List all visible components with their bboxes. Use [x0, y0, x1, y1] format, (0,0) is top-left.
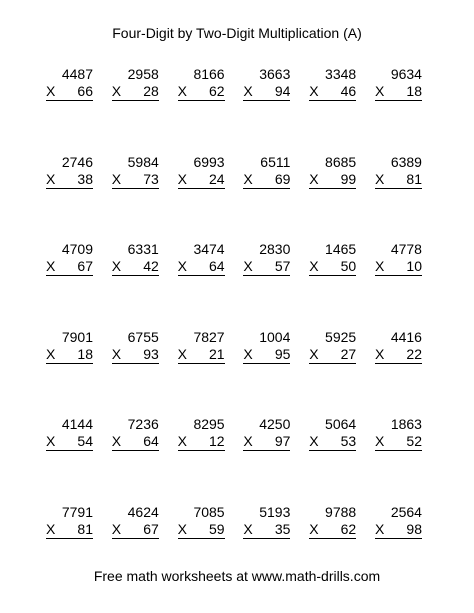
problem [46, 416, 93, 460]
problem [178, 504, 225, 548]
multiplier-line [243, 346, 290, 364]
multiplier: 62 [340, 520, 357, 537]
multiply-sign: X [309, 520, 319, 537]
multiplicand: 4144 [61, 416, 93, 433]
problem [112, 66, 159, 110]
problem [178, 66, 225, 110]
problem [309, 504, 356, 548]
multiply-sign: X [111, 345, 122, 362]
multiplier-line [243, 171, 290, 189]
problem [46, 329, 93, 373]
multiplier: 18 [77, 345, 93, 362]
multiply-sign: X [374, 258, 385, 275]
multiplier: 10 [406, 258, 422, 275]
problem [112, 504, 159, 548]
multiplier-line [309, 521, 356, 539]
multiplicand: 2564 [390, 503, 422, 520]
footer-text: Free math worksheets at www.math-drills.com [93, 568, 381, 584]
multiplicand: 5925 [325, 328, 357, 345]
multiplicand: 8295 [193, 416, 225, 433]
problem [46, 154, 93, 198]
multiplier-line [46, 346, 93, 364]
multiply-sign: X [111, 170, 122, 187]
multiplier: 12 [209, 433, 225, 450]
multiply-sign: X [374, 170, 385, 187]
multiplier: 99 [340, 170, 357, 187]
multiplier-line [375, 521, 422, 539]
multiply-sign: X [374, 345, 385, 362]
problem [375, 154, 422, 198]
multiplier: 57 [274, 258, 291, 275]
multiply-sign: X [374, 433, 385, 450]
multiplicand: 2746 [61, 153, 93, 170]
multiplier: 98 [406, 520, 422, 537]
multiplier: 59 [209, 520, 225, 537]
multiplier: 94 [274, 83, 291, 99]
multiply-sign: X [309, 433, 319, 450]
multiplicand: 7791 [61, 503, 93, 520]
multiplier-line [309, 346, 356, 364]
multiplier: 67 [143, 520, 159, 537]
multiply-sign: X [309, 258, 319, 275]
problem [243, 504, 290, 548]
multiplier-line [178, 433, 225, 451]
problem [309, 66, 356, 110]
multiplier: 81 [77, 520, 93, 537]
multiply-sign: X [177, 520, 187, 537]
problem [243, 66, 290, 110]
multiplier-line [178, 258, 225, 276]
multiplicand: 7236 [127, 416, 159, 433]
multiplier: 97 [274, 433, 291, 450]
problem [112, 154, 159, 198]
multiplicand: 1465 [325, 241, 357, 258]
multiplier-line [112, 346, 159, 364]
problem [309, 154, 356, 198]
multiplier-line [46, 258, 93, 276]
problem [112, 416, 159, 460]
multiplier: 67 [77, 258, 93, 275]
multiplicand: 9634 [390, 66, 422, 82]
multiplier-line [178, 346, 225, 364]
multiplicand: 7901 [61, 328, 93, 345]
multiplier-line [375, 258, 422, 276]
multiplier: 50 [340, 258, 357, 275]
multiplicand: 4778 [390, 241, 422, 258]
multiplier: 54 [77, 433, 93, 450]
problem [375, 416, 422, 460]
multiply-sign: X [111, 520, 122, 537]
multiply-sign: X [177, 258, 187, 275]
multiplier: 64 [143, 433, 159, 450]
problem [112, 241, 159, 285]
problem [178, 154, 225, 198]
multiply-sign: X [309, 83, 319, 99]
problem [112, 329, 159, 373]
multiply-sign: X [111, 258, 122, 275]
multiplicand: 4250 [259, 416, 291, 433]
multiplier-line [243, 258, 290, 276]
problem [375, 329, 422, 373]
multiply-sign: X [111, 433, 122, 450]
multiply-sign: X [177, 433, 187, 450]
problem [178, 416, 225, 460]
multiplicand: 4487 [61, 66, 93, 82]
multiplicand: 6331 [127, 241, 159, 258]
multiplier: 52 [406, 433, 422, 450]
problem [178, 329, 225, 373]
multiplier-line [178, 521, 225, 539]
multiplier: 95 [274, 345, 291, 362]
multiplier-line [243, 83, 290, 101]
multiplicand: 6511 [260, 153, 291, 170]
multiplier: 18 [406, 83, 422, 99]
multiply-sign: X [374, 520, 385, 537]
problem [309, 416, 356, 460]
problem [178, 241, 225, 285]
multiplicand: 8685 [325, 153, 357, 170]
multiplier: 73 [143, 170, 159, 187]
multiplier-line [375, 433, 422, 451]
multiplier: 24 [209, 170, 225, 187]
problem [309, 241, 356, 285]
multiplier-line [309, 83, 356, 101]
multiplicand: 2830 [259, 241, 291, 258]
multiplier: 27 [340, 345, 357, 362]
multiplier: 62 [209, 83, 225, 99]
problem [243, 241, 290, 285]
multiply-sign: X [243, 345, 253, 362]
multiplicand: 1863 [390, 416, 422, 433]
multiplier-line [112, 258, 159, 276]
multiplier: 28 [143, 83, 159, 99]
multiplier: 46 [340, 83, 357, 99]
multiplier: 22 [406, 345, 422, 362]
multiplier: 66 [77, 83, 93, 99]
multiply-sign: X [46, 345, 56, 362]
multiplicand: 6993 [193, 153, 225, 170]
multiplicand: 6755 [127, 328, 159, 345]
multiplier-line [375, 83, 422, 101]
problem [243, 416, 290, 460]
problem [46, 241, 93, 285]
multiplier-line [112, 521, 159, 539]
multiplier: 42 [143, 258, 159, 275]
multiplier-line [309, 171, 356, 189]
multiply-sign: X [46, 170, 56, 187]
problem [375, 66, 422, 110]
multiplicand: 4709 [61, 241, 93, 258]
multiplier: 35 [274, 520, 291, 537]
multiplier-line [46, 433, 93, 451]
multiplicand: 3663 [259, 66, 291, 82]
multiplier-line [112, 83, 159, 101]
multiplicand: 9788 [325, 503, 357, 520]
multiplier-line [178, 83, 225, 101]
multiplicand: 4624 [127, 503, 159, 520]
problem [46, 66, 93, 110]
multiply-sign: X [243, 433, 253, 450]
problem [243, 154, 290, 198]
problem [309, 329, 356, 373]
multiply-sign: X [111, 83, 122, 99]
multiplier: 38 [77, 170, 93, 187]
multiply-sign: X [309, 170, 319, 187]
problem [46, 504, 93, 548]
multiply-sign: X [177, 83, 187, 99]
multiplier-line [375, 346, 422, 364]
multiply-sign: X [46, 83, 56, 99]
multiplier-line [46, 521, 93, 539]
problem [243, 329, 290, 373]
multiply-sign: X [177, 170, 187, 187]
multiplier-line [309, 433, 356, 451]
worksheet-title: Four-Digit by Two-Digit Multiplication (A) [112, 25, 362, 41]
multiply-sign: X [46, 520, 56, 537]
multiplicand: 3474 [193, 241, 225, 258]
multiplier: 21 [209, 345, 225, 362]
multiplicand: 7085 [193, 503, 225, 520]
multiply-sign: X [46, 258, 56, 275]
multiplicand: 7827 [193, 328, 225, 345]
multiplicand: 1004 [259, 328, 291, 345]
multiplier-line [243, 521, 290, 539]
multiplicand: 2958 [127, 66, 159, 82]
multiplicand: 8166 [193, 66, 225, 82]
multiply-sign: X [243, 520, 253, 537]
multiplier: 69 [274, 170, 291, 187]
multiplicand: 4416 [390, 328, 422, 345]
multiplier-line [46, 171, 93, 189]
multiplier-line [309, 258, 356, 276]
multiply-sign: X [46, 433, 56, 450]
multiplicand: 5984 [127, 153, 159, 170]
multiplier-line [243, 433, 290, 451]
multiplicand: 6389 [390, 153, 422, 170]
multiplier-line [46, 83, 93, 101]
problem [375, 504, 422, 548]
multiplier: 64 [209, 258, 225, 275]
multiply-sign: X [243, 83, 253, 99]
multiplier-line [112, 433, 159, 451]
multiplier-line [112, 171, 159, 189]
multiply-sign: X [309, 345, 319, 362]
multiplier-line [375, 171, 422, 189]
multiply-sign: X [374, 83, 385, 99]
multiply-sign: X [243, 258, 253, 275]
problem-grid [46, 66, 422, 548]
multiplicand: 5193 [259, 503, 291, 520]
multiplier: 53 [340, 433, 357, 450]
multiplier: 93 [143, 345, 159, 362]
multiply-sign: X [243, 170, 253, 187]
multiplicand: 3348 [325, 66, 357, 82]
multiplier: 81 [406, 170, 422, 187]
multiplier-line [178, 171, 225, 189]
problem [375, 241, 422, 285]
multiplicand: 5064 [325, 416, 357, 433]
multiply-sign: X [177, 345, 187, 362]
